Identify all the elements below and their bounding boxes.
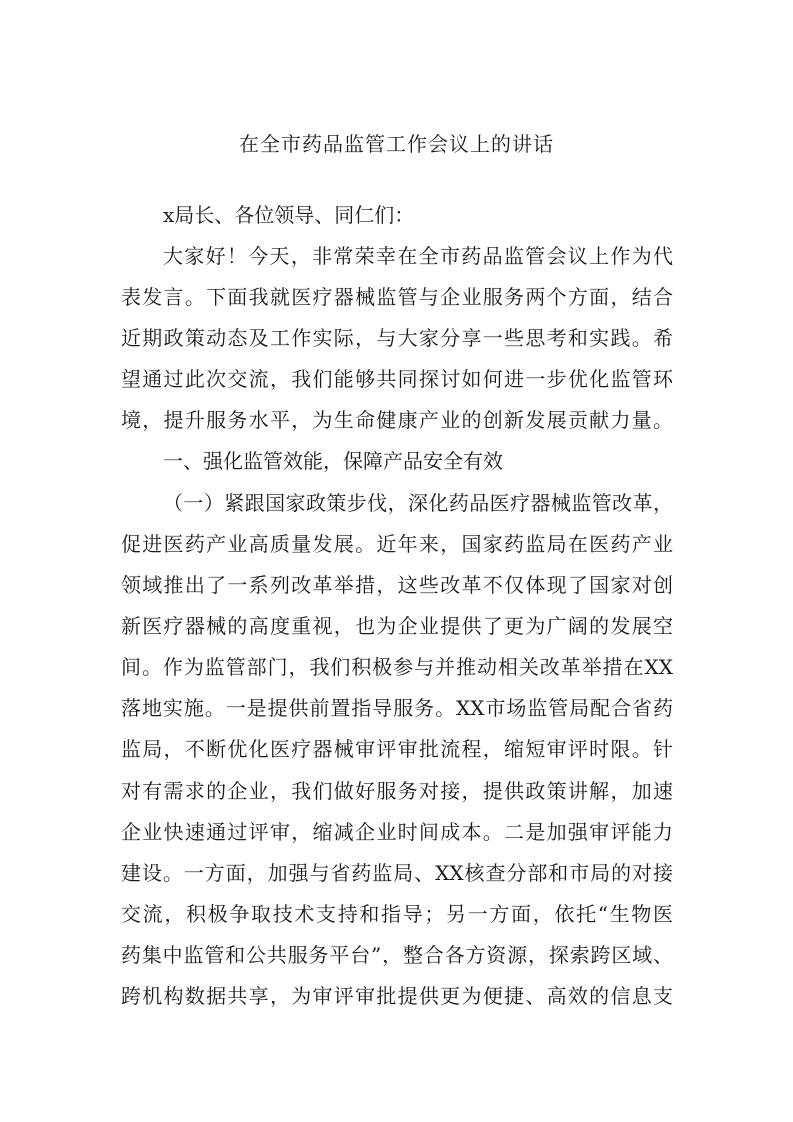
body-line: 建设。一方面，加强与省药监局、XX核查分部和市局的对接 — [121, 861, 673, 885]
body-line: 领域推出了一系列改革举措，这些改革不仅体现了国家对创 — [121, 573, 673, 597]
body-line: 跨机构数据共享，为审评审批提供更为便捷、高效的信息支 — [121, 984, 673, 1008]
body-line: 对有需求的企业，我们做好服务对接，提供政策讲解，加速 — [121, 779, 673, 803]
subsection-heading-line: （一）紧跟国家政策步伐，深化药品医疗器械监管改革， — [163, 491, 673, 515]
body-line: 企业快速通过评审，缩减企业时间成本。二是加强审评能力 — [121, 820, 673, 844]
body-line: 落地实施。一是提供前置指导服务。XX市场监管局配合省药 — [121, 696, 673, 720]
body-line: 表发言。下面我就医疗器械监管与企业服务两个方面，结合 — [121, 285, 673, 309]
body-line: 促进医药产业高质量发展。近年来，国家药监局在医药产业 — [121, 532, 673, 556]
salutation-line: x局长、各位领导、同仁们： — [163, 203, 415, 227]
body-line: 境，提升服务水平，为生命健康产业的创新发展贡献力量。 — [121, 408, 673, 432]
body-line: 大家好！今天，非常荣幸在全市药品监管会议上作为代 — [163, 244, 673, 268]
section-heading: 一、强化监管效能，保障产品安全有效 — [163, 449, 503, 473]
body-line: 望通过此次交流，我们能够共同探讨如何进一步优化监管环 — [121, 367, 673, 391]
body-line: 间。作为监管部门，我们积极参与并推动相关改革举措在XX — [121, 655, 673, 679]
document-title: 在全市药品监管工作会议上的讲话 — [239, 132, 554, 156]
body-line: 近期政策动态及工作实际，与大家分享一些思考和实践。希 — [121, 326, 673, 350]
body-line: 交流，积极争取技术支持和指导；另一方面，依托“生物医 — [121, 902, 673, 926]
body-line: 新医疗器械的高度重视，也为企业提供了更为广阔的发展空 — [121, 614, 673, 638]
body-line: 药集中监管和公共服务平台”，整合各方资源，探索跨区域、 — [121, 943, 673, 967]
body-line: 监局，不断优化医疗器械审评审批流程，缩短审评时限。针 — [121, 737, 673, 761]
